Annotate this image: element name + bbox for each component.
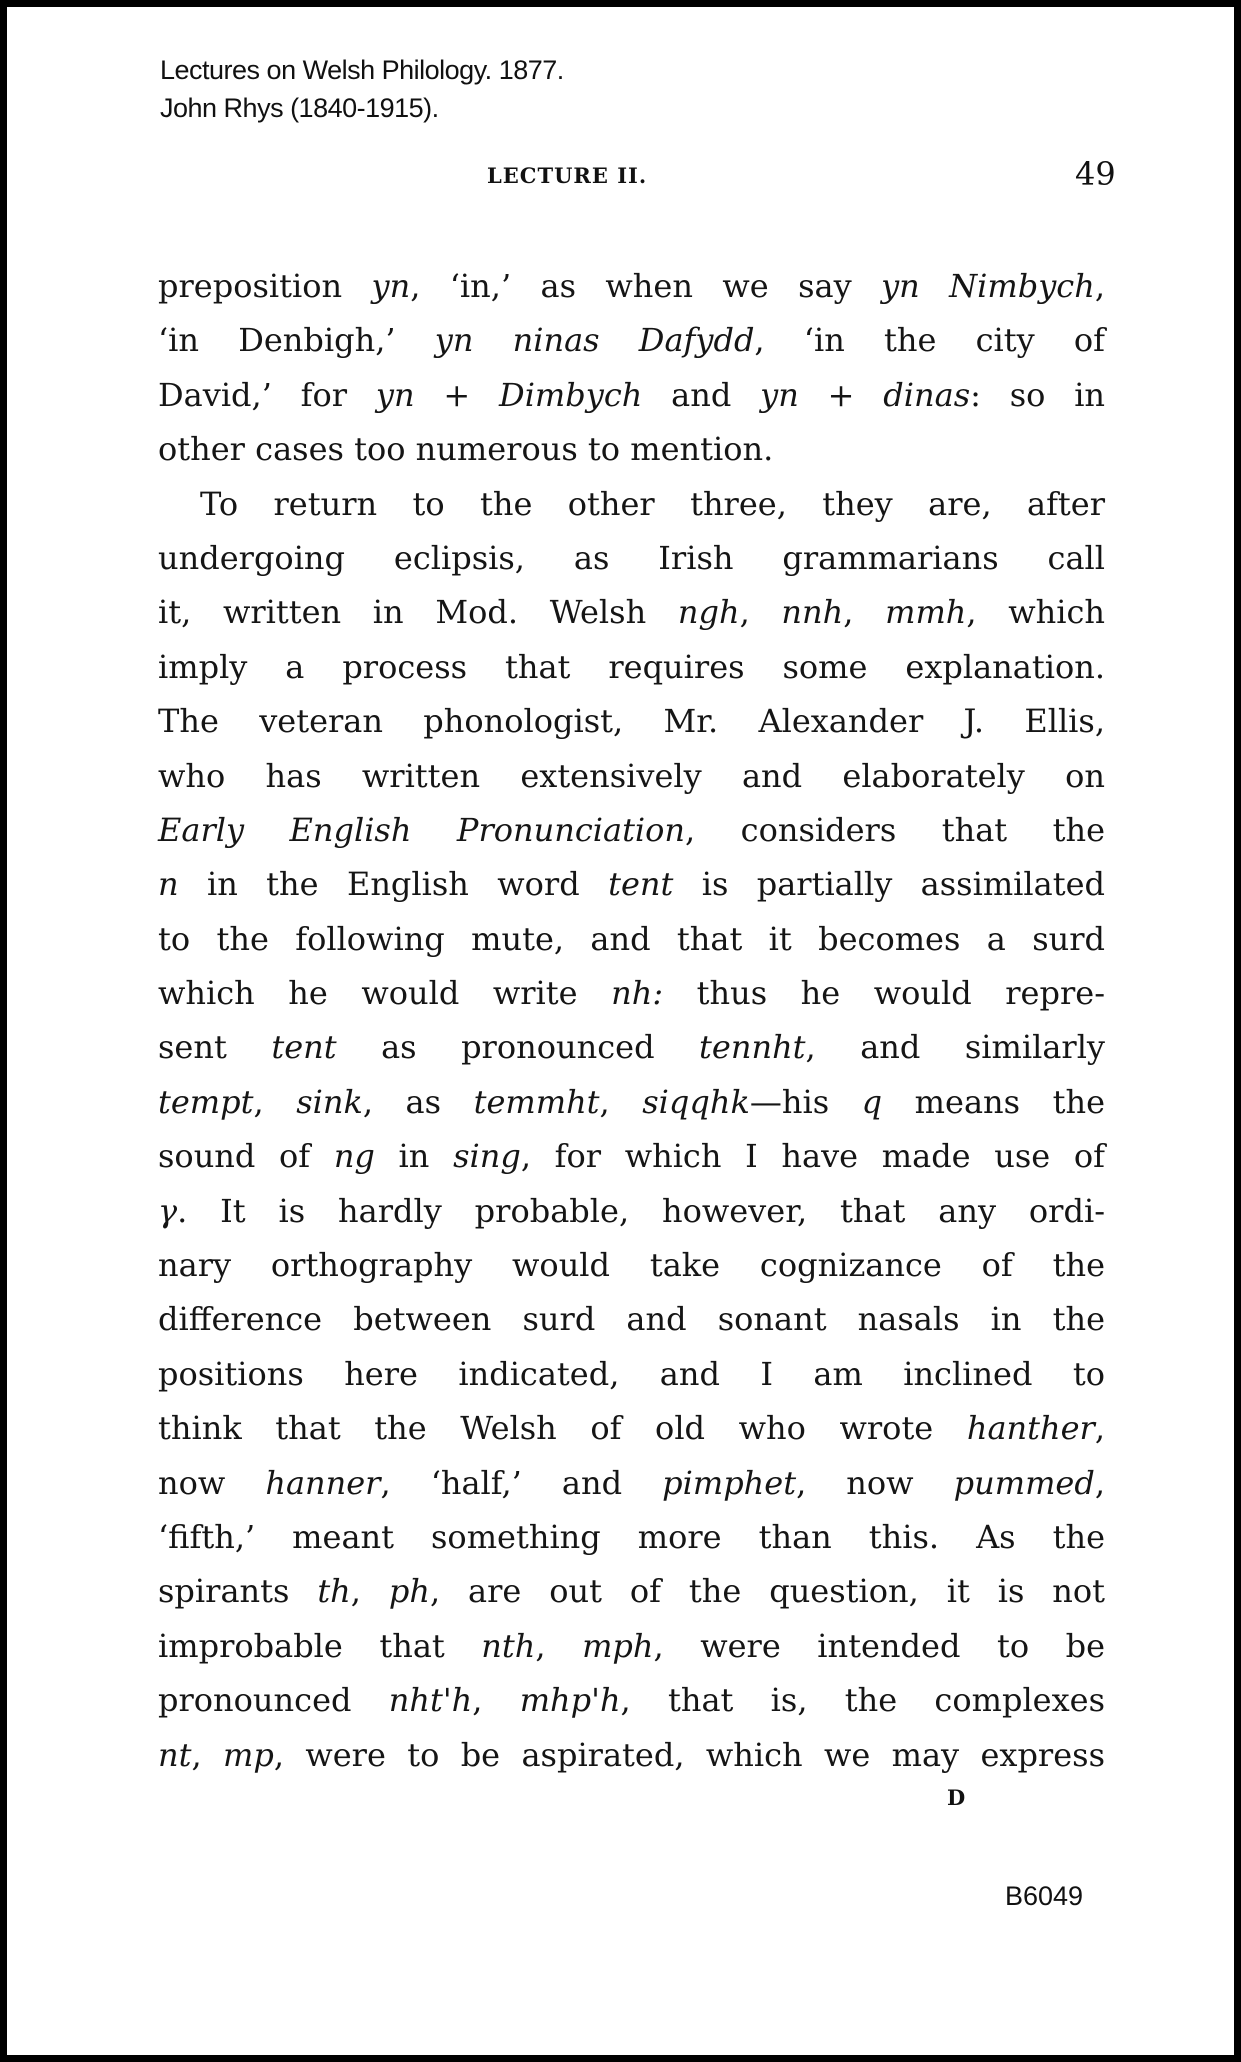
italic-text: ng (333, 1137, 375, 1176)
text-run: , (535, 1626, 583, 1665)
italic-text: th (317, 1572, 351, 1611)
text-line (158, 803, 1105, 857)
text-line (158, 1238, 1105, 1292)
text-run: , were intended to be (653, 1626, 1106, 1665)
text-run: ‘fifth,’ meant something more than this. As the (158, 1517, 1105, 1556)
text-line (158, 694, 1105, 748)
italic-text: nt (158, 1735, 192, 1774)
text-run: , ‘in the city of (754, 321, 1105, 360)
text-run: , (843, 593, 886, 632)
text-run: positions here indicated, and I am inclined to (158, 1354, 1105, 1393)
italic-text: siqqhk (642, 1082, 750, 1121)
text-run: imply a process that requires some explanation. (158, 647, 1105, 686)
text-run: preposition (158, 267, 372, 305)
text-run: , as (362, 1082, 474, 1121)
text-run: who has written extensively and elaborately on (158, 756, 1105, 795)
text-run: . It is hardly probable, however, that any ordi- (177, 1191, 1105, 1230)
text-run: , (739, 593, 782, 632)
body-text (158, 259, 1105, 1782)
text-run: sent (158, 1028, 272, 1067)
italic-text: mmh (885, 593, 967, 632)
text-run: , ‘half,’ and (380, 1463, 663, 1502)
italic-text: hanner (265, 1463, 381, 1502)
text-run: + (414, 375, 500, 414)
text-run: : so in (970, 375, 1106, 414)
italic-text: Early English Pronunciation (158, 810, 686, 849)
text-line (158, 1292, 1105, 1346)
signature-mark: D (947, 1785, 966, 1810)
italic-text: nht'h (388, 1681, 473, 1720)
text-run: thus he would repre- (663, 974, 1105, 1013)
text-run: sound of (158, 1137, 334, 1176)
text-line (158, 313, 1105, 367)
text-line (158, 640, 1105, 694)
text-run: pronounced (158, 1681, 389, 1720)
text-run: , (253, 1082, 297, 1121)
italic-text: q (861, 1082, 883, 1121)
text-run: , considers that the (685, 810, 1106, 849)
italic-text: yn (375, 375, 415, 414)
text-line (158, 966, 1105, 1020)
text-line (158, 1347, 1105, 1401)
italic-text: tent (271, 1028, 337, 1067)
italic-text: sink (296, 1082, 363, 1121)
text-line (158, 1619, 1105, 1673)
text-run: it, written in Mod. Welsh (158, 593, 678, 632)
text-line (158, 1401, 1105, 1455)
text-run: David,’ for (158, 375, 376, 414)
text-run: is partially assimilated (673, 865, 1106, 904)
text-run: ‘in Denbigh,’ (158, 321, 435, 360)
italic-text: tennht (699, 1028, 806, 1067)
text-run: in the English word (178, 865, 609, 904)
italic-text: yn ninas Dafydd (434, 321, 755, 360)
text-line (158, 1020, 1105, 1074)
text-run: , (350, 1572, 389, 1611)
text-line (158, 1673, 1105, 1727)
italic-text: yn (760, 375, 799, 414)
text-run: now (158, 1463, 266, 1502)
italic-text: hanther (966, 1409, 1095, 1448)
text-run: difference between surd and sonant nasals in the (158, 1300, 1105, 1339)
text-run: , now (796, 1463, 954, 1502)
italic-text: yn Nimbych (881, 267, 1095, 305)
text-line (158, 422, 1105, 476)
italic-text: temmht (473, 1082, 600, 1121)
italic-text: mph (582, 1626, 654, 1665)
text-run: other cases too numerous to mention. (158, 430, 774, 469)
italic-text: n (158, 865, 179, 904)
italic-text: tent (608, 865, 674, 904)
text-run: to the following mute, and that it becomes a surd (158, 919, 1105, 958)
text-run: in (374, 1137, 454, 1176)
text-line (158, 1075, 1105, 1129)
italic-text: mp (222, 1735, 274, 1774)
text-line (158, 259, 1105, 313)
text-run: spirants (158, 1572, 318, 1611)
italic-text: pimphet (662, 1463, 797, 1502)
text-run: , and similarly (805, 1028, 1106, 1067)
italic-text: pummed (953, 1463, 1095, 1502)
document-page (7, 7, 1234, 2055)
text-run: and (642, 375, 761, 414)
text-run: , which (966, 593, 1106, 632)
text-line (158, 585, 1105, 639)
italic-text: γ (158, 1191, 178, 1230)
text-line (158, 368, 1105, 422)
text-line (158, 1728, 1105, 1782)
italic-text: sing (453, 1137, 521, 1176)
text-run: as pronounced (336, 1028, 700, 1067)
text-run: The veteran phonologist, Mr. Alexander J. Ellis, (158, 702, 1105, 741)
text-run: , (1094, 1463, 1106, 1502)
italic-text: ph (388, 1572, 430, 1611)
italic-text: Dimbych (499, 375, 643, 414)
text-run: + (798, 375, 884, 414)
text-line (158, 749, 1105, 803)
text-run: , (472, 1681, 520, 1720)
italic-text: ngh (677, 593, 740, 632)
text-line (158, 912, 1105, 966)
text-line (158, 1510, 1105, 1564)
text-run: , for which I have made use of (520, 1137, 1106, 1176)
page-number: 49 (1075, 155, 1116, 193)
text-run: undergoing eclipsis, as Irish grammarians call (158, 538, 1105, 577)
italic-text: nnh (781, 593, 844, 632)
source-note-title: Lectures on Welsh Philology. 1877. (160, 55, 564, 85)
text-run: To return to the other three, they are, after (200, 484, 1105, 523)
text-line (158, 1184, 1105, 1238)
text-line (158, 857, 1105, 911)
italic-text: dinas (883, 375, 971, 414)
italic-text: mhp'h (519, 1681, 621, 1720)
text-run: , (191, 1735, 223, 1774)
text-run: means the (882, 1082, 1105, 1121)
text-run: , that is, the complexes (620, 1681, 1106, 1720)
text-run: , (599, 1082, 643, 1121)
text-run: , are out of the question, it is not (429, 1572, 1106, 1611)
text-run: think that the Welsh of old who wrote (158, 1409, 967, 1448)
italic-text: nh: (611, 974, 664, 1013)
text-run: which he would write (158, 974, 612, 1013)
text-line (158, 477, 1105, 531)
text-run: , (1094, 1409, 1105, 1448)
text-line (158, 531, 1105, 585)
text-run: —his (749, 1082, 862, 1121)
text-line (158, 1564, 1105, 1618)
italic-text: tempt (158, 1082, 254, 1121)
text-run: , ‘in,’ as when we say (410, 267, 882, 305)
catalog-code: B6049 (1005, 1881, 1084, 1911)
italic-text: yn (371, 267, 411, 305)
text-run: nary orthography would take cognizance of the (158, 1246, 1105, 1285)
text-line (158, 1456, 1105, 1510)
text-run: , were to be aspirated, which we may express (273, 1735, 1106, 1774)
running-head: LECTURE II. (487, 163, 648, 188)
text-line (158, 1129, 1105, 1183)
text-run: , (1094, 267, 1106, 305)
source-note-author: John Rhys (1840-1915). (160, 93, 439, 123)
text-run: improbable that (158, 1626, 482, 1665)
italic-text: nth (481, 1626, 536, 1665)
